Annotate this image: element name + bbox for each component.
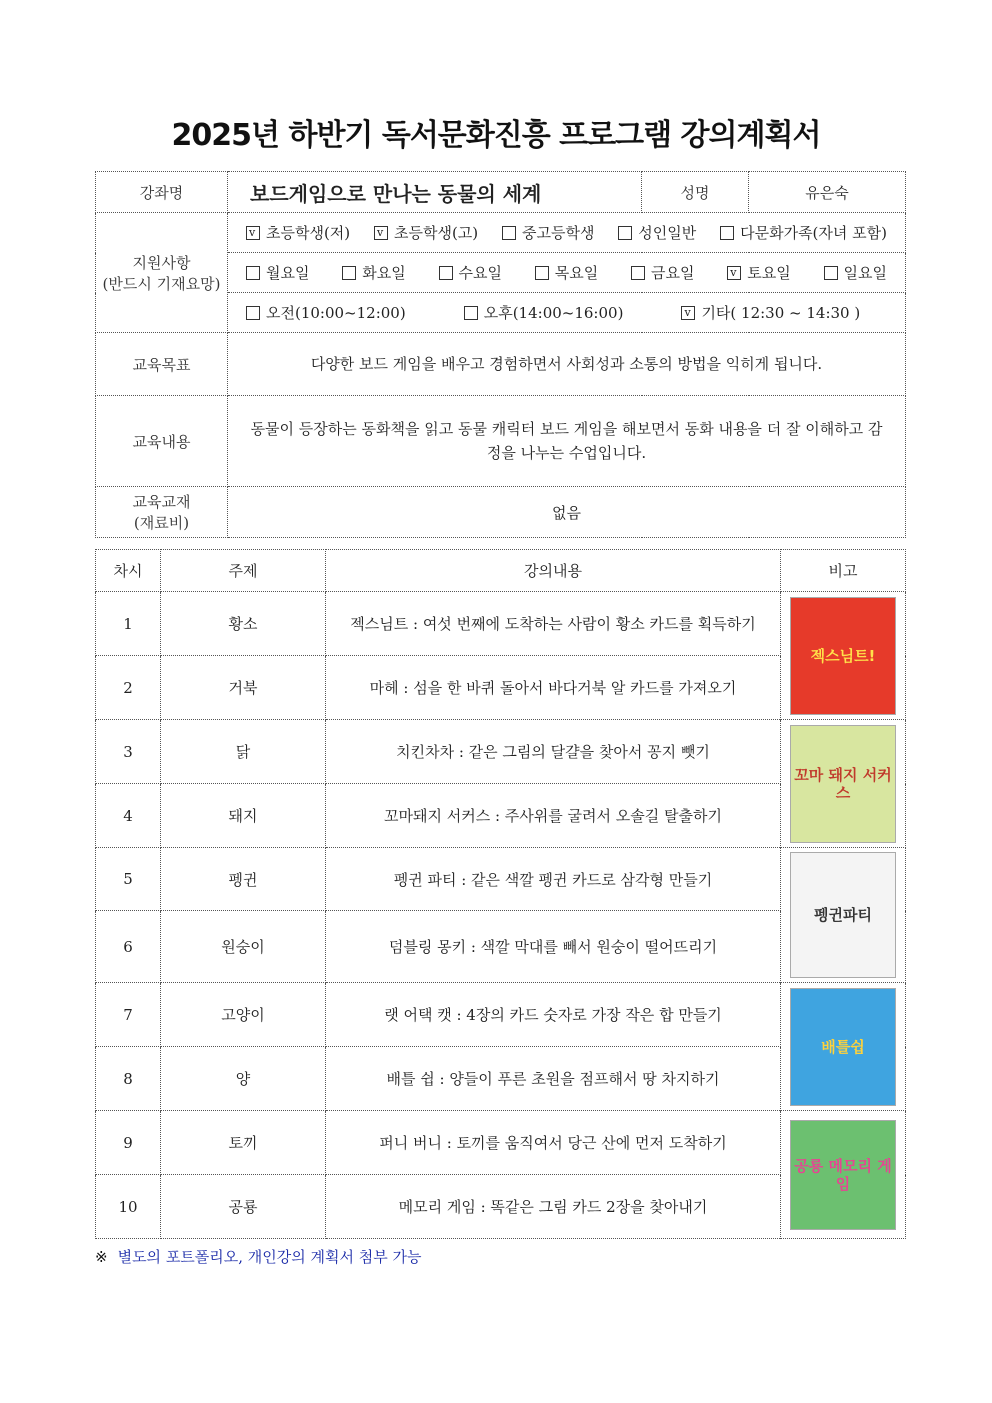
time-option-2 xyxy=(681,302,860,323)
target-option-label: 초등학생(저) xyxy=(266,224,351,242)
target-option-label: 다문화가족(자녀 포함) xyxy=(740,224,887,242)
lecture-content: 마헤 : 섬을 한 바퀴 돌아서 바다거북 알 카드를 가져오기 xyxy=(326,656,781,720)
topic-cell: 양 xyxy=(161,1047,326,1111)
lecture-content: 메모리 게임 : 똑같은 그림 카드 2장을 찾아내기 xyxy=(326,1175,781,1239)
day-option-1 xyxy=(342,262,405,283)
course-label: 강좌명 xyxy=(96,172,228,213)
material-label-note: (재료비) xyxy=(133,514,190,532)
session-number: 4 xyxy=(96,784,161,848)
sechs-nimmt-box-image xyxy=(790,597,896,715)
education-material: 없음 xyxy=(228,487,906,538)
day-option-label: 화요일 xyxy=(362,264,406,282)
topic-cell: 토끼 xyxy=(161,1111,326,1175)
day-option-label: 금요일 xyxy=(651,264,695,282)
day-option-2 xyxy=(439,262,502,283)
checked-box-icon[interactable] xyxy=(374,226,388,240)
header-session: 차시 xyxy=(96,550,161,592)
topic-cell: 원숭이 xyxy=(161,911,326,983)
footnote-text: 별도의 포트폴리오, 개인강의 계획서 첨부 가능 xyxy=(117,1248,422,1266)
target-option-0 xyxy=(246,222,350,243)
table-row xyxy=(96,1111,906,1175)
day-option-3 xyxy=(535,262,598,283)
lecture-content: 젝스님트 : 여섯 번째에 도착하는 사람이 황소 카드를 획득하기 xyxy=(326,592,781,656)
box-art-title: 꼬마 돼지 서커스 xyxy=(794,765,892,802)
lecture-content: 랫 어택 캣 : 4장의 카드 숫자로 가장 작은 합 만들기 xyxy=(326,983,781,1047)
support-label-main: 지원사항 xyxy=(132,253,191,272)
session-number: 8 xyxy=(96,1047,161,1111)
target-option-1 xyxy=(374,222,478,243)
header-remarks: 비고 xyxy=(781,550,906,592)
piglet-circus-box-image xyxy=(790,725,896,843)
lecture-content: 덤블링 몽키 : 색깔 막대를 빼서 원숭이 떨어뜨리기 xyxy=(326,911,781,983)
lecture-content: 퍼니 버니 : 토끼를 움직여서 당근 산에 먼저 도착하기 xyxy=(326,1111,781,1175)
checkbox-icon[interactable] xyxy=(464,306,478,320)
reference-mark: ※ xyxy=(95,1248,108,1266)
material-label xyxy=(96,487,228,538)
session-number: 10 xyxy=(96,1175,161,1239)
support-label xyxy=(96,213,228,333)
time-options xyxy=(228,302,905,323)
session-number: 9 xyxy=(96,1111,161,1175)
checkbox-icon[interactable] xyxy=(618,226,632,240)
education-goal: 다양한 보드 게임을 배우고 경험하면서 사회성과 소통의 방법을 익히게 됩니다. xyxy=(228,333,906,396)
education-content: 동물이 등장하는 동화책을 읽고 동물 캐릭터 보드 게임을 해보면서 동화 내용을 더 잘 이해하고 감정을 나누는 수업입니다. xyxy=(228,396,906,487)
day-option-label: 월요일 xyxy=(266,264,310,282)
checked-box-icon[interactable] xyxy=(681,306,695,320)
content-label: 교육내용 xyxy=(96,396,228,487)
lecture-content: 꼬마돼지 서커스 : 주사위를 굴려서 오솔길 탈출하기 xyxy=(326,784,781,848)
checked-box-icon[interactable] xyxy=(246,226,260,240)
day-option-0 xyxy=(246,262,309,283)
time-option-label: 기타( 12:30 ~ 14:30 ) xyxy=(701,304,861,322)
footnote xyxy=(95,1246,422,1267)
checkbox-icon[interactable] xyxy=(631,266,645,280)
table-row xyxy=(96,592,906,656)
instructor-name: 유은숙 xyxy=(749,172,906,213)
session-number: 1 xyxy=(96,592,161,656)
header-topic: 주제 xyxy=(161,550,326,592)
checkbox-icon[interactable] xyxy=(502,226,516,240)
day-option-6 xyxy=(824,262,887,283)
session-number: 7 xyxy=(96,983,161,1047)
support-label-note: (반드시 기재요망) xyxy=(102,274,221,293)
target-option-3 xyxy=(618,222,696,243)
session-number: 3 xyxy=(96,720,161,784)
topic-cell: 공룡 xyxy=(161,1175,326,1239)
box-art-title: 배틀쉽 xyxy=(821,1037,865,1056)
topic-cell: 닭 xyxy=(161,720,326,784)
checked-box-icon[interactable] xyxy=(727,266,741,280)
time-option-label: 오후(14:00~16:00) xyxy=(483,304,624,322)
target-option-label: 초등학생(고) xyxy=(394,224,479,242)
topic-cell: 펭귄 xyxy=(161,848,326,911)
box-art-title: 공룡 메모리 게임 xyxy=(794,1156,892,1193)
checkbox-icon[interactable] xyxy=(824,266,838,280)
day-options xyxy=(228,262,905,283)
day-option-label: 수요일 xyxy=(458,264,502,282)
day-option-label: 토요일 xyxy=(747,264,791,282)
table-row xyxy=(96,848,906,911)
course-info-table xyxy=(95,171,906,538)
day-option-5 xyxy=(727,262,790,283)
material-label-main: 교육교재 xyxy=(132,493,191,511)
topic-cell: 거북 xyxy=(161,656,326,720)
name-label: 성명 xyxy=(642,172,749,213)
target-option-4 xyxy=(720,222,887,243)
session-number: 6 xyxy=(96,911,161,983)
lecture-content: 배틀 쉽 : 양들이 푸른 초원을 점프해서 땅 차지하기 xyxy=(326,1047,781,1111)
checkbox-icon[interactable] xyxy=(246,306,260,320)
session-number: 2 xyxy=(96,656,161,720)
lecture-content: 펭귄 파티 : 같은 색깔 펭귄 카드로 삼각형 만들기 xyxy=(326,848,781,911)
topic-cell: 돼지 xyxy=(161,784,326,848)
time-option-0 xyxy=(246,302,406,323)
table-row xyxy=(96,983,906,1047)
day-option-label: 목요일 xyxy=(554,264,599,282)
day-option-label: 일요일 xyxy=(843,264,887,282)
target-option-label: 성인일반 xyxy=(638,224,697,242)
box-art-title: 펭귄파티 xyxy=(814,906,872,924)
battle-sheep-box-image xyxy=(790,988,896,1106)
target-option-2 xyxy=(502,222,594,243)
checkbox-icon[interactable] xyxy=(535,266,549,280)
schedule-table xyxy=(95,549,906,1239)
checkbox-icon[interactable] xyxy=(342,266,356,280)
time-option-1 xyxy=(464,302,624,323)
checkbox-icon[interactable] xyxy=(246,266,260,280)
page-title: 2025년 하반기 독서문화진흥 프로그램 강의계획서 xyxy=(171,118,821,153)
target-options xyxy=(228,222,905,243)
checkbox-icon[interactable] xyxy=(720,226,734,240)
checkbox-icon[interactable] xyxy=(439,266,453,280)
box-art-title: 젝스님트! xyxy=(810,646,876,665)
day-option-4 xyxy=(631,262,694,283)
header-lecture: 강의내용 xyxy=(326,550,781,592)
topic-cell: 황소 xyxy=(161,592,326,656)
penguin-party-box-image xyxy=(790,852,896,978)
session-number: 5 xyxy=(96,848,161,911)
topic-cell: 고양이 xyxy=(161,983,326,1047)
goal-label: 교육목표 xyxy=(96,333,228,396)
memory-game-box-image xyxy=(790,1120,896,1230)
target-option-label: 중고등학생 xyxy=(522,224,595,242)
lecture-content: 치킨차차 : 같은 그림의 달걀을 찾아서 꽁지 뺏기 xyxy=(326,720,781,784)
table-row xyxy=(96,720,906,784)
course-name: 보드게임으로 만나는 동물의 세계 xyxy=(228,172,642,213)
time-option-label: 오전(10:00~12:00) xyxy=(266,304,406,322)
